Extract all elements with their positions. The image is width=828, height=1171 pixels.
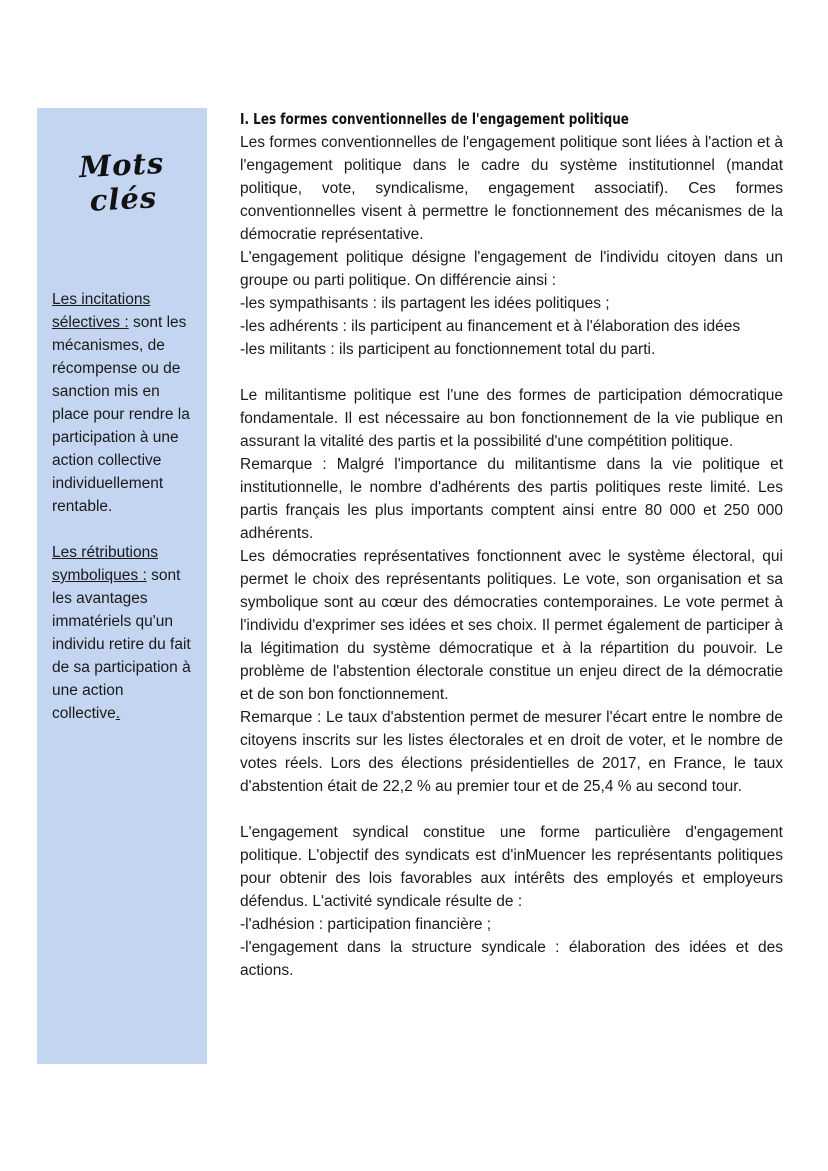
sidebar-title: Mots clés bbox=[78, 145, 166, 218]
main-content bbox=[240, 108, 783, 982]
list-item: -les adhérents : ils participent au financement et à l'élaboration des idées bbox=[240, 318, 741, 335]
keyword-text: sont les avantages immatériels qu'un individu retire du fait de sa participation à une action collective bbox=[52, 567, 191, 722]
paragraph: L'engagement politique désigne l'engagement de l'individu citoyen dans un groupe ou parti politique. On différencie ainsi : bbox=[240, 249, 783, 289]
keyword-text: sont les mécanismes, de récompense ou de sanction mis en place pour rendre la participation à une action collective individuellement rentable. bbox=[52, 314, 190, 515]
list-item: -l'engagement dans la structure syndicale : élaboration des idées et des actions. bbox=[240, 939, 783, 979]
paragraph: L'engagement syndical constitue une forme particulière d'engagement politique. L'objectif des syndicats est d'inMuencer les représentants politiques pour obtenir des lois favorables aux intérêts des employés et employeurs défendus. L'activité syndicale résulte de : bbox=[240, 824, 783, 910]
paragraph: Le militantisme politique est l'une des formes de participation démocratique fondamentale. Il est nécessaire au bon fonctionnement de la vie publique en assurant la vitalité des partis et la possibilité d'une compétition politique. bbox=[240, 387, 783, 450]
paragraph: Les formes conventionnelles de l'engagement politique sont liées à l'action et à l'engagement politique dans le cadre du système institutionnel (mandat politique, vote, syndicalisme, engagement associatif). Ces formes conventionnelles visent à permettre le fonctionnement des mécanismes de la démocratie représentative. bbox=[240, 134, 783, 243]
keyword-definition bbox=[52, 541, 193, 725]
keyword-definition bbox=[52, 288, 193, 518]
keyword-end: . bbox=[115, 705, 121, 722]
keywords-sidebar bbox=[37, 108, 207, 1064]
member-types-list bbox=[240, 292, 783, 361]
keyword-term: Les incitations sélectives : bbox=[52, 291, 151, 331]
list-item: -l'adhésion : participation financière ; bbox=[240, 916, 492, 933]
list-item: -les militants : ils participent au fonctionnement total du parti. bbox=[240, 341, 656, 358]
paragraph: Remarque : Le taux d'abstention permet de mesurer l'écart entre le nombre de citoyens inscrits sur les listes électorales et en droit de voter, et le nombre de votes réels. Lors des élections présidentielles de 2017, en France, le taux d'abstention était de 22,2 % au premier tour et de 25,4 % au second tour. bbox=[240, 709, 783, 795]
paragraph: Remarque : Malgré l'importance du militantisme dans la vie politique et institutionnelle, le nombre d'adhérents des partis politiques reste limité. Les partis français les plus importants comptent ainsi entre 80 000 et 250 000 adhérents. bbox=[240, 456, 783, 542]
keyword-term: Les rétributions symboliques : bbox=[52, 544, 158, 584]
paragraph: Les démocraties représentatives fonctionnent avec le système électoral, qui permet le choix des représentants politiques. Le vote, son organisation et sa symbolique sont au cœur des démocraties contemporaines. Le vote permet à l'individu d'exprimer ses idées et ses choix. Il permet également de participer à la légitimation du système démocratique et à la répartition du pouvoir. Le problème de l'abstention électorale constitue un enjeu direct de la démocratie et de son bon fonctionnement. bbox=[240, 548, 783, 703]
section-heading: I. Les formes conventionnelles de l'engagement politique bbox=[240, 110, 629, 128]
union-activity-list bbox=[240, 913, 783, 982]
list-item: -les sympathisants : ils partagent les idées politiques ; bbox=[240, 295, 610, 312]
